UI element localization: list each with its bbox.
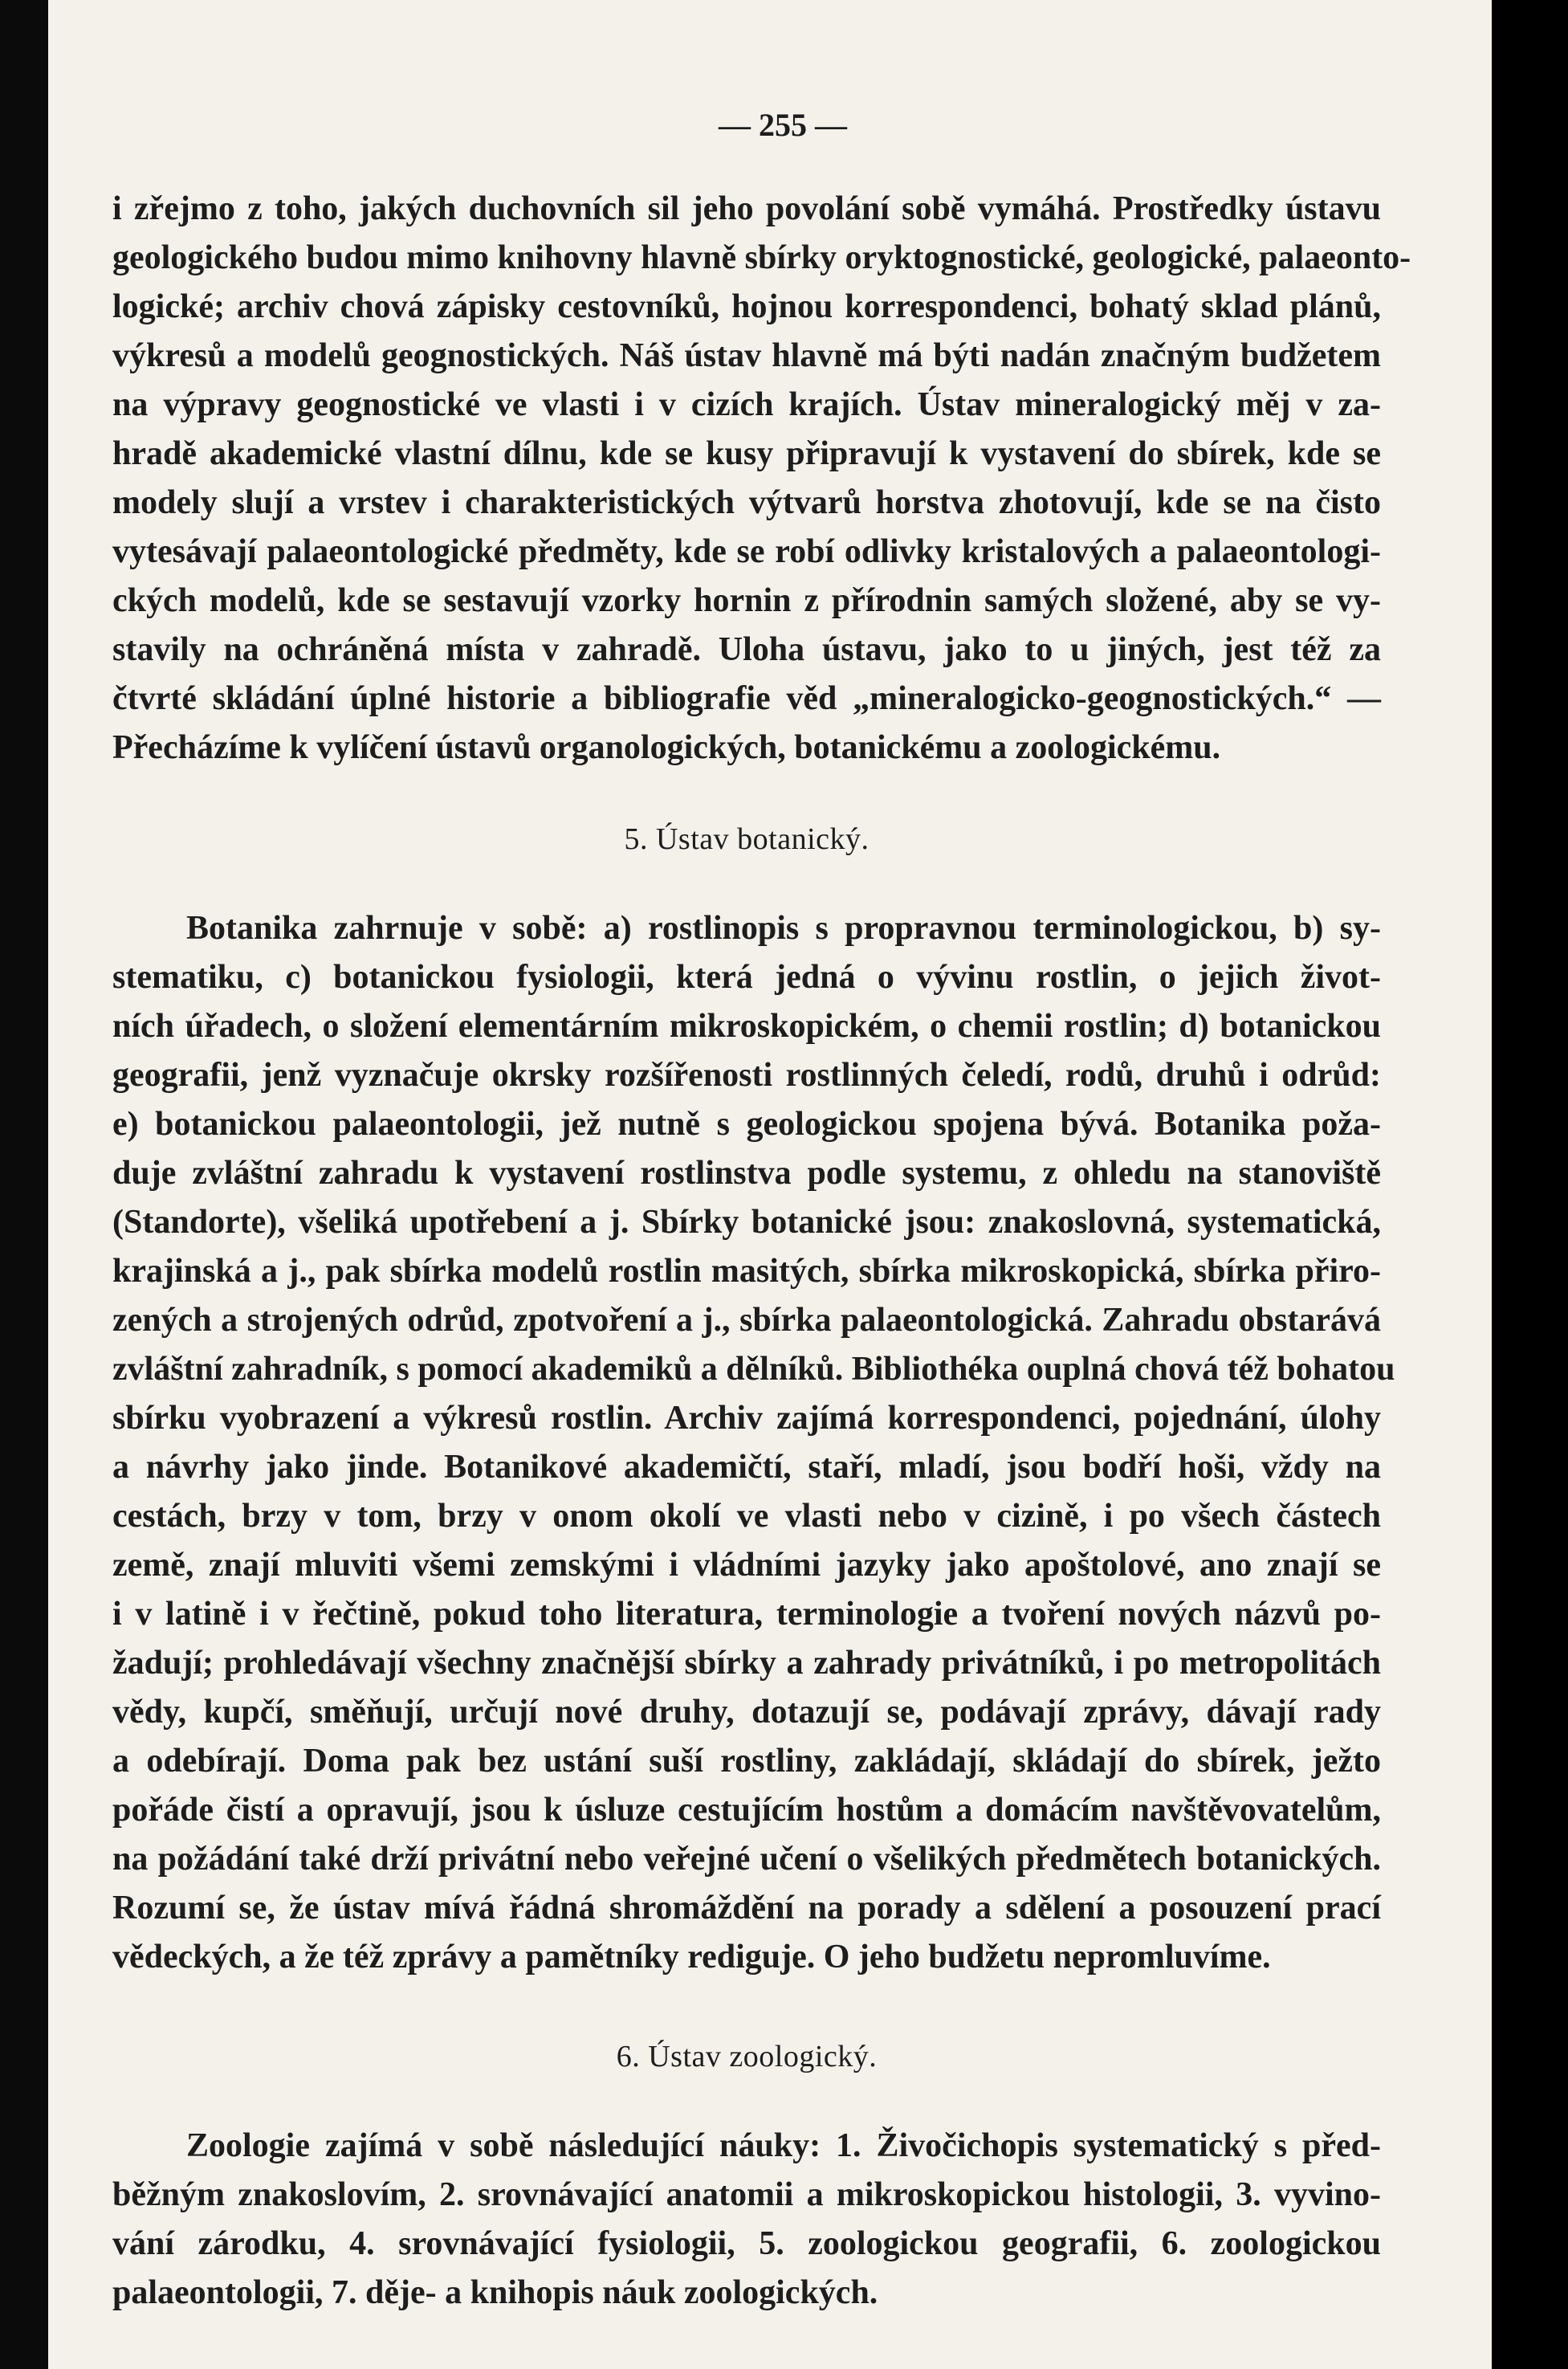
text-line: i v latině i v řečtině, pokud toho literatura, terminologie a tvoření nových názvů po- (112, 1596, 1381, 1633)
paragraph-zoology (112, 2122, 1381, 2318)
text-line: geologického budou mimo knihovny hlavně sbírky oryktognostické, geologické, palaeonto- (112, 239, 1411, 276)
text-line: e) botanickou palaeontologii, jež nutně s geologickou spojena bývá. Botanika poža- (112, 1106, 1381, 1143)
text-line: sbírku vyobrazení a výkresů rostlin. Archiv zajímá korrespondenci, pojednání, úlohy (112, 1400, 1381, 1437)
text-line: i zřejmo z toho, jakých duchovních sil jeho povolání sobě vymáhá. Prostředky ústavu (112, 190, 1381, 227)
text-line: Zoologie zajímá v sobě následující náuky: 1. Živočichopis systematický s před- (186, 2127, 1381, 2164)
paragraph-geology (112, 185, 1411, 773)
text-line: (Standorte), všeliká upotřebení a j. Sbírky botanické jsou: znakoslovná, systematická, (112, 1204, 1381, 1241)
text-line: geografii, jenž vyznačuje okrsky rozšířenosti rostlinných čeledí, rodů, druhů i odrůd: (112, 1057, 1381, 1094)
text-line: pořáde čistí a opravují, jsou k úsluze cestujícím hostům a domácím navštěvovatelům, (112, 1792, 1381, 1829)
text-line: zvláštní zahradník, s pomocí akademiků a dělníků. Bibliothéka ouplná chová též bohatou (112, 1351, 1395, 1388)
text-line: vědy, kupčí, směňují, určují nové druhy, dotazují se, podávají zprávy, dávají rady (112, 1694, 1381, 1731)
text-line: a odebírají. Doma pak bez ustání suší rostliny, zakládají, skládají do sbírek, ježto (112, 1743, 1381, 1780)
text-line: stavily na ochráněná místa v zahradě. Uloha ústavu, jako to u jiných, jest též za (112, 631, 1381, 668)
page-number: — 255 — (719, 107, 847, 143)
section-heading-botany: 5. Ústav botanický. (624, 822, 870, 856)
scan-edge-right (1492, 0, 1568, 2369)
text-line: palaeontologii, 7. děje- a knihopis náuk zoologických. (112, 2274, 878, 2311)
text-line: zených a strojených odrůd, zpotvoření a j., sbírka palaeontologická. Zahradu obstarává (112, 1302, 1381, 1339)
page-text (112, 185, 1411, 2318)
text-line: čtvrté skládání úplné historie a bibliografie věd „mineralogicko-geognostických.“ — (112, 680, 1381, 717)
text-line: vědeckých, a že též zprávy a pamětníky rediguje. O jeho budžetu nepromluvíme. (112, 1939, 1271, 1976)
text-line: Rozumí se, že ústav mívá řádná shromáždění na porady a sdělení a posouzení prací (112, 1890, 1381, 1927)
text-line: logické; archiv chová zápisky cestovníků, hojnou korrespondenci, bohatý sklad plánů, (112, 288, 1381, 325)
text-line: krajinská a j., pak sbírka modelů rostlin masitých, sbírka mikroskopická, sbírka přiro- (112, 1253, 1381, 1290)
text-line: žadují; prohledávají všechny značnější sbírky a zahrady privátníků, i po metropolitách (112, 1645, 1381, 1682)
text-line: hradě akademické vlastní dílnu, kde se kusy připravují k vystavení do sbírek, kde se (112, 435, 1381, 472)
text-line: Přecházíme k vylíčení ústavů organologických, botanickému a zoologickému. (112, 729, 1221, 766)
text-line: modely slují a vrstev i charakteristických výtvarů horstva zhotovují, kde se na čisto (112, 484, 1381, 521)
text-line: vytesávají palaeontologické předměty, kde se robí odlivky kristalových a palaeontologi- (112, 533, 1381, 570)
section-heading-zoology: 6. Ústav zoologický. (616, 2040, 878, 2073)
text-line: vání zárodku, 4. srovnávající fysiologii, 5. zoologickou geografii, 6. zoologickou (112, 2225, 1381, 2262)
text-line: na požádání také drží privátní nebo veřejné učení o všelikých předmětech botanických. (112, 1841, 1381, 1878)
text-line: země, znají mluviti všemi zemskými i vládními jazyky jako apoštolové, ano znají se (112, 1547, 1381, 1584)
text-line: Botanika zahrnuje v sobě: a) rostlinopis s propravnou terminologickou, b) sy- (186, 910, 1381, 947)
text-line: a návrhy jako jinde. Botanikové akademičtí, staří, mladí, jsou bodří hoši, vždy na (112, 1449, 1381, 1486)
text-line: stematiku, c) botanickou fysiologii, která jedná o vývinu rostlin, o jejich život- (112, 959, 1381, 996)
book-page (48, 0, 1517, 2369)
paragraph-botany (112, 904, 1395, 1982)
text-line: duje zvláštní zahradu k vystavení rostlinstva podle systemu, z ohledu na stanoviště (112, 1155, 1381, 1192)
text-line: běžným znakoslovím, 2. srovnávající anatomii a mikroskopickou histologii, 3. vyvino- (112, 2176, 1381, 2213)
text-line: na výpravy geognostické ve vlasti i v cizích krajích. Ústav mineralogický měj v za- (112, 386, 1381, 423)
text-line: ckých modelů, kde se sestavují vzorky hornin z přírodnin samých složené, aby se vy- (112, 582, 1381, 619)
text-line: ních úřadech, o složení elementárním mikroskopickém, o chemii rostlin; d) botanickou (112, 1008, 1381, 1045)
text-line: výkresů a modelů geognostických. Náš ústav hlavně má býti nadán značným budžetem (112, 337, 1381, 374)
text-line: cestách, brzy v tom, brzy v onom okolí ve vlasti nebo v cizině, i po všech částech (112, 1498, 1381, 1535)
